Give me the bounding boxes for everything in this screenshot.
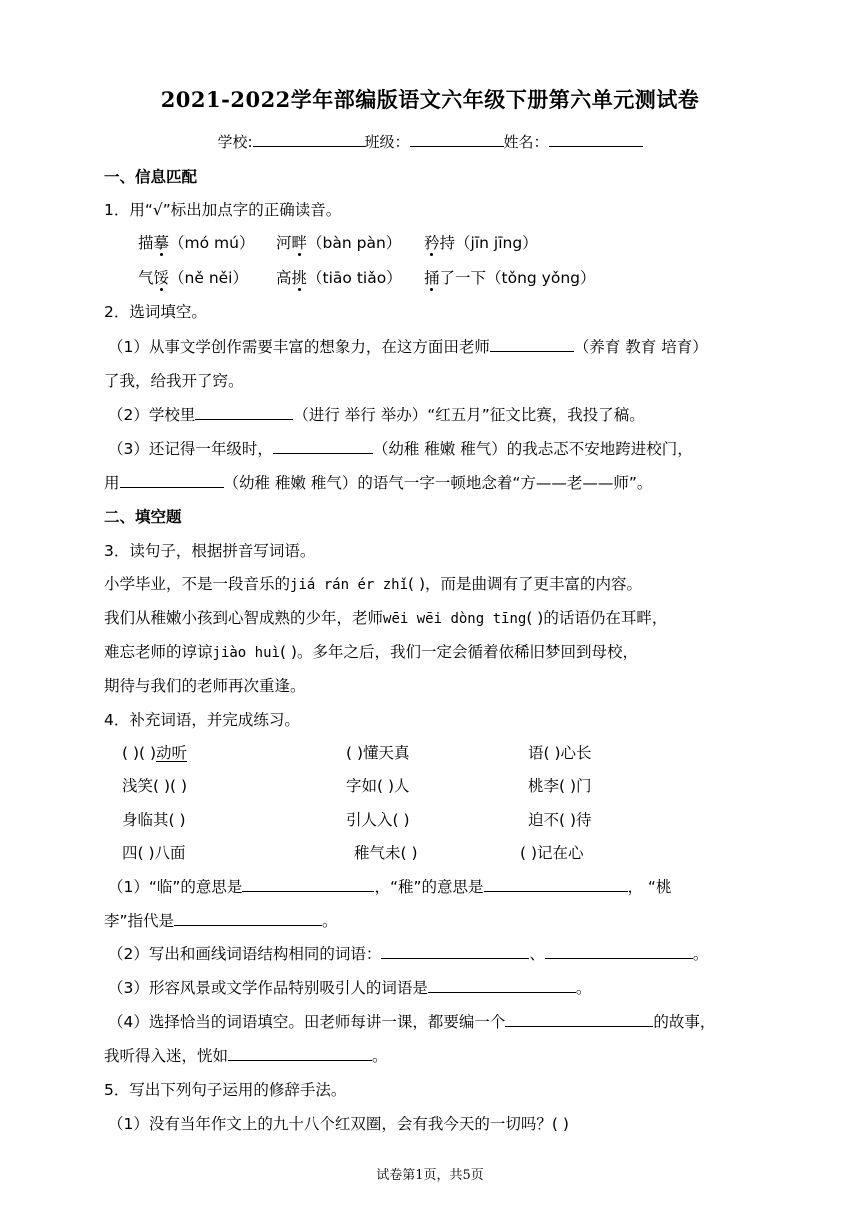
answer-blank[interactable] [120, 473, 224, 488]
dotted-char: 馁 [153, 269, 170, 287]
answer-blank[interactable] [505, 1012, 653, 1027]
q4-word: 身临其( ) [122, 811, 186, 829]
q4-word: 引人入( ) [346, 811, 410, 829]
q2-sentence-3: （3）还记得一年级时， （幼稚 稚嫩 稚气）的我忐忑不安地跨进校门， [108, 440, 693, 458]
q4-part-4-cont: 我听得入迷，恍如 。 [104, 1047, 388, 1065]
answer-blank[interactable] [484, 877, 628, 892]
school-field[interactable] [253, 132, 365, 147]
section1-heading: 一、信息匹配 [104, 168, 198, 186]
dotted-char: 摹 [153, 234, 170, 252]
class-field[interactable] [410, 132, 504, 147]
student-info-line [0, 131, 860, 152]
q1-stem: 1．用“√”标出加点字的正确读音。 [104, 201, 342, 219]
q4-word: 四( )八面 [122, 844, 186, 862]
q4-word: ( )懂天真 [346, 744, 410, 762]
q4-word: 浅笑( )( ) [122, 777, 188, 795]
answer-blank[interactable] [273, 439, 373, 454]
dotted-char: 矜 [424, 234, 440, 252]
q1-word-5: 高挑（tiāo tiǎo） [276, 269, 402, 287]
q4-part-1: （1）“临”的意思是 ，“稚”的意思是 ， “桃 [108, 878, 672, 896]
q4-word: ( )( )动听 [122, 744, 188, 762]
q4-part-1-cont: 李”指代是 。 [104, 912, 338, 930]
q2-sentence-1-cont: 了我，给我开了窍。 [104, 372, 244, 390]
q1-word-6: 捅了一下（tǒng yǒng） [424, 269, 596, 287]
q1-word-2: 河畔（bàn pàn） [276, 234, 402, 252]
q1-word-3: 矜持（jīn jīng） [424, 234, 538, 252]
answer-blank[interactable] [228, 1046, 372, 1061]
dotted-char: 捅 [424, 269, 440, 287]
underlined-word: 动听 [156, 744, 188, 762]
q2-sentence-2: （2）学校里 （进行 举行 举办）“红五月”征文比赛，我投了稿。 [108, 406, 645, 424]
q4-word: ( )记在心 [520, 844, 584, 862]
q4-word: 字如( )人 [346, 777, 410, 795]
q4-part-4: （4）选择恰当的词语填空。田老师每讲一课，都要编一个 的故事， [108, 1013, 716, 1031]
q2-sentence-1: （1）从事文学创作需要丰富的想象力，在这方面田老师 （养育 教育 培育） [108, 338, 708, 356]
answer-blank[interactable] [195, 405, 293, 420]
q2-stem: 2．选词填空。 [104, 303, 207, 321]
q1-word-1: 描摹（mó mú） [138, 234, 255, 252]
q3-stem: 3．读句子，根据拼音写词语。 [104, 542, 316, 560]
q3-line-4: 期待与我们的老师再次重逢。 [104, 677, 306, 695]
q4-word: 语( )心长 [528, 744, 592, 762]
q4-word: 稚气未( ) [354, 844, 418, 862]
page-title: 2021-2022学年部编版语文六年级下册第六单元测试卷 [160, 87, 700, 112]
answer-blank[interactable] [428, 978, 576, 993]
name-label: 姓名： [503, 133, 549, 151]
q4-word: 桃李( )门 [528, 777, 592, 795]
name-field[interactable] [549, 132, 643, 147]
q2-sentence-3-cont: 用 （幼稚 稚嫩 稚气）的语气一字一顿地念着“方——老——师”。 [104, 474, 653, 492]
answer-blank[interactable] [242, 877, 374, 892]
q3-line-2: 我们从稚嫩小孩到心智成熟的少年，老师wēi wēi dòng tīng( )的话语仍在耳畔， [104, 609, 668, 627]
q4-part-3: （3）形容风景或文学作品特别吸引人的词语是 。 [108, 979, 592, 997]
q4-part-2: （2）写出和画线词语结构相同的词语： 、 。 [108, 945, 709, 963]
page-footer: 试卷第1页，共5页 [376, 1168, 484, 1183]
q5-stem: 5．写出下列句子运用的修辞手法。 [104, 1081, 347, 1099]
class-label: 班级： [364, 133, 410, 151]
dotted-char: 畔 [291, 234, 308, 252]
q4-stem: 4．补充词语，并完成练习。 [104, 711, 300, 729]
section2-heading: 二、填空题 [104, 508, 182, 526]
q3-line-3: 难忘老师的谆谅jiào huì( )。多年之后，我们一定会循着依稀旧梦回到母校， [104, 643, 638, 661]
q5-sentence-1: （1）没有当年作文上的九十八个红双圈，会有我今天的一切吗？( ) [108, 1115, 569, 1133]
answer-blank[interactable] [174, 911, 322, 926]
answer-blank[interactable] [381, 944, 529, 959]
answer-blank[interactable] [545, 944, 693, 959]
q1-word-4: 气馁（ně něi） [138, 269, 248, 287]
q3-line-1: 小学毕业，不是一段音乐的jiá rán ér zhǐ( )，而是曲调有了更丰富的内容。 [104, 575, 643, 593]
answer-blank[interactable] [490, 337, 574, 352]
q4-word: 迫不( )待 [528, 811, 592, 829]
school-label: 学校: [217, 133, 253, 151]
dotted-char: 挑 [291, 269, 308, 287]
